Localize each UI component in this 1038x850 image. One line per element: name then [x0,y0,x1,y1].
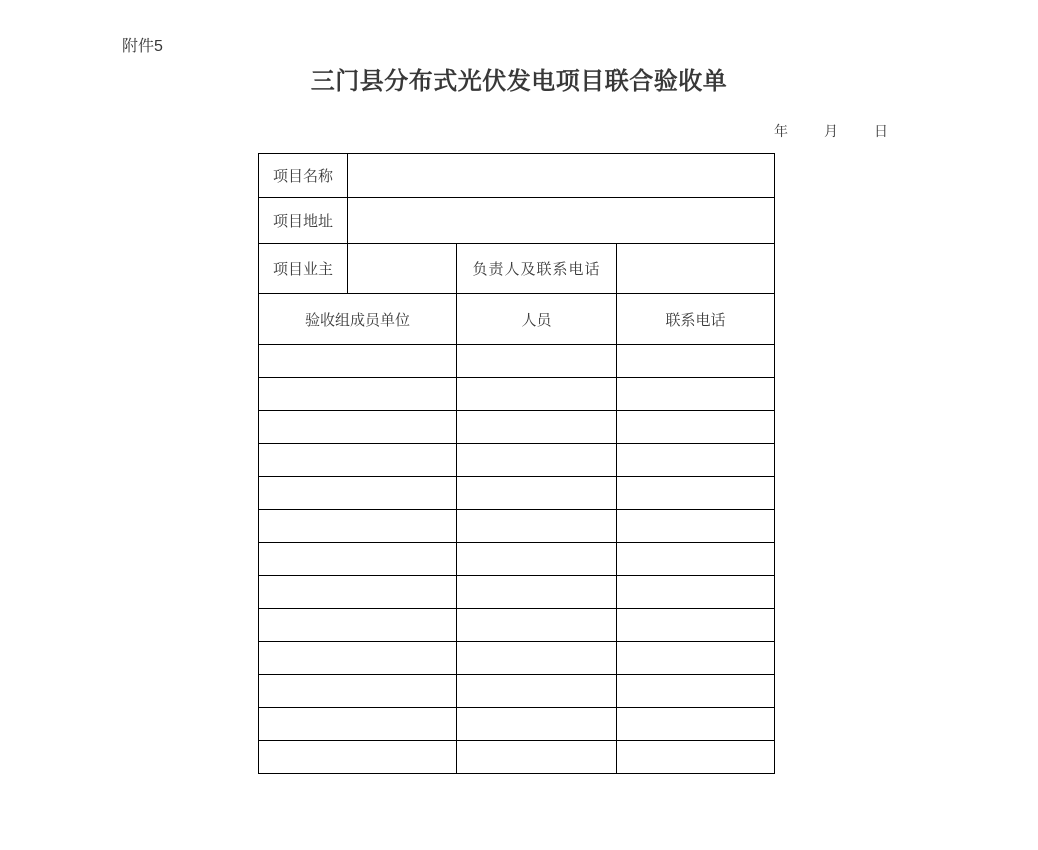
member-person-cell[interactable] [457,675,617,708]
member-unit-header: 验收组成员单位 [259,294,457,345]
member-unit-cell[interactable] [259,477,457,510]
member-unit-cell[interactable] [259,741,457,774]
member-row [259,345,775,378]
project-address-value-cell[interactable] [348,198,775,244]
member-row [259,642,775,675]
member-person-cell[interactable] [457,411,617,444]
member-row [259,675,775,708]
member-phone-cell[interactable] [617,510,775,543]
member-person-cell[interactable] [457,345,617,378]
project-owner-value-cell[interactable] [348,244,457,294]
member-phone-header: 联系电话 [617,294,775,345]
date-day-label: 日 [874,123,888,139]
date-month-label: 月 [824,123,838,139]
member-person-cell[interactable] [457,510,617,543]
member-person-cell[interactable] [457,741,617,774]
contact-person-value-cell[interactable] [617,244,775,294]
member-phone-cell[interactable] [617,444,775,477]
member-person-cell[interactable] [457,477,617,510]
project-address-label: 项目地址 [259,198,348,244]
member-row [259,444,775,477]
member-row [259,510,775,543]
member-row [259,378,775,411]
project-name-label: 项目名称 [259,154,348,198]
member-unit-cell[interactable] [259,543,457,576]
member-unit-cell[interactable] [259,444,457,477]
member-phone-cell[interactable] [617,675,775,708]
member-row [259,708,775,741]
member-unit-cell[interactable] [259,345,457,378]
member-person-cell[interactable] [457,444,617,477]
document-title: 三门县分布式光伏发电项目联合验收单 [310,68,728,95]
member-phone-cell[interactable] [617,477,775,510]
member-person-cell[interactable] [457,609,617,642]
member-phone-cell[interactable] [617,708,775,741]
member-row [259,741,775,774]
member-unit-cell[interactable] [259,675,457,708]
member-phone-cell[interactable] [617,411,775,444]
member-person-cell[interactable] [457,642,617,675]
member-person-header: 人员 [457,294,617,345]
member-phone-cell[interactable] [617,741,775,774]
project-owner-label: 项目业主 [259,244,348,294]
member-person-cell[interactable] [457,576,617,609]
member-unit-cell[interactable] [259,576,457,609]
member-row [259,576,775,609]
date-line [774,121,888,141]
member-unit-cell[interactable] [259,411,457,444]
attachment-label: 附件5 [122,38,163,55]
member-row [259,543,775,576]
member-person-cell[interactable] [457,543,617,576]
project-name-value-cell[interactable] [348,154,775,198]
contact-person-label: 负责人及联系电话 [457,244,617,294]
project-address-row [259,198,775,244]
project-owner-row [259,244,775,294]
member-phone-cell[interactable] [617,378,775,411]
member-phone-cell[interactable] [617,609,775,642]
member-table-header-row [259,294,775,345]
member-phone-cell[interactable] [617,345,775,378]
member-person-cell[interactable] [457,378,617,411]
member-row [259,411,775,444]
member-unit-cell[interactable] [259,642,457,675]
member-unit-cell[interactable] [259,708,457,741]
acceptance-form-table [258,153,775,774]
date-year-label: 年 [774,123,788,139]
project-name-row [259,154,775,198]
member-person-cell[interactable] [457,708,617,741]
member-rows-body [259,345,775,774]
member-unit-cell[interactable] [259,609,457,642]
member-unit-cell[interactable] [259,510,457,543]
member-phone-cell[interactable] [617,543,775,576]
member-phone-cell[interactable] [617,576,775,609]
member-unit-cell[interactable] [259,378,457,411]
member-row [259,477,775,510]
member-phone-cell[interactable] [617,642,775,675]
member-row [259,609,775,642]
